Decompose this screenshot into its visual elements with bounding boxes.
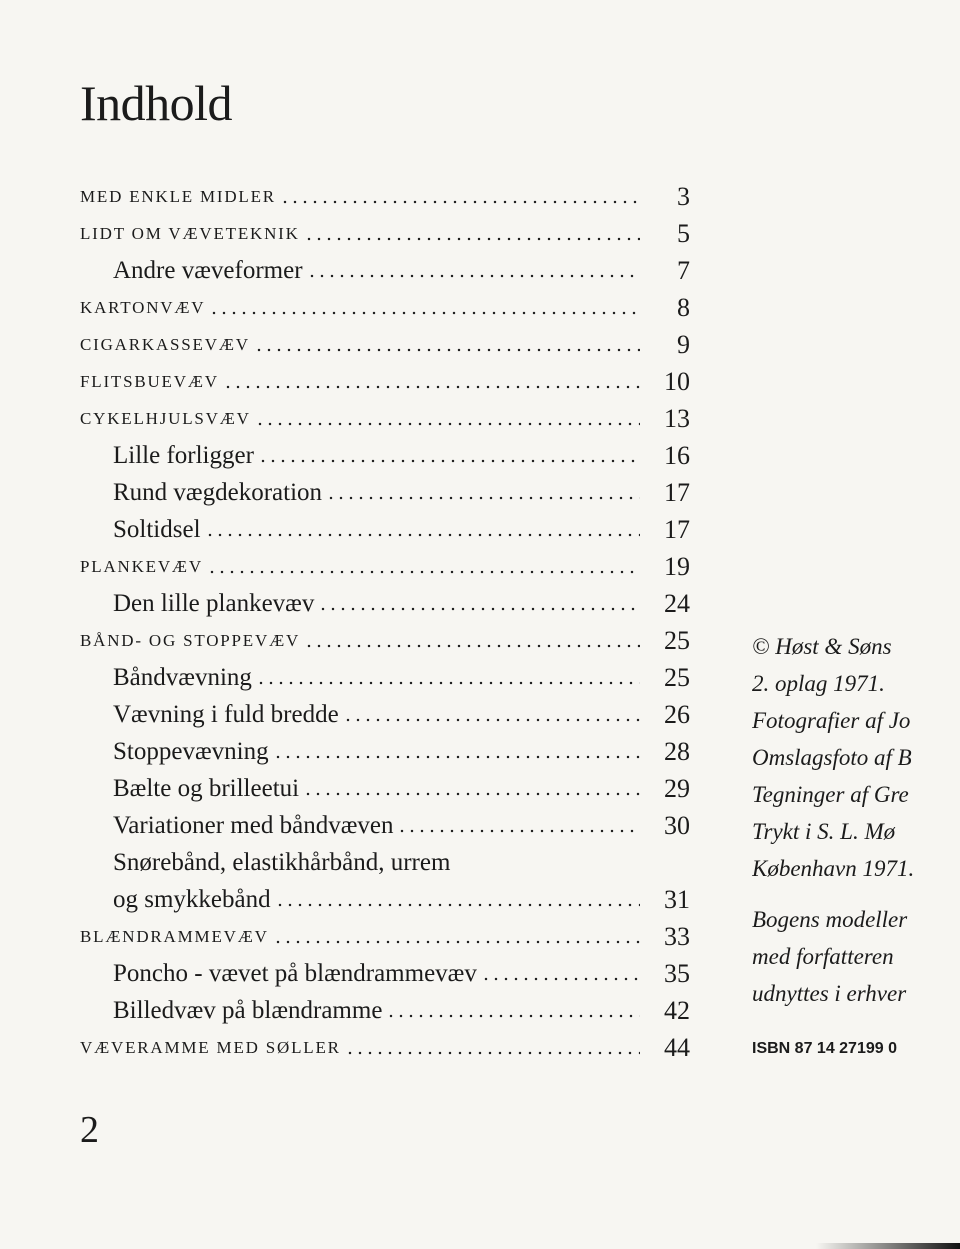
dot-leader	[223, 382, 640, 392]
toc-entry	[80, 659, 690, 696]
toc-entry	[80, 437, 690, 474]
toc-entry	[80, 955, 690, 992]
toc-entry-title: Vævning i fuld bredde	[113, 700, 339, 728]
dot-leader	[273, 752, 640, 762]
dot-leader	[303, 789, 640, 799]
toc-entry-title: og smykkebånd	[113, 885, 271, 913]
toc-entry-title: Billedvæv på blændramme	[113, 996, 383, 1024]
toc-entry	[80, 807, 690, 844]
toc-entry-page: 16	[664, 440, 690, 470]
isbn: ISBN 87 14 27199 0	[752, 1040, 897, 1057]
dot-leader	[326, 493, 640, 503]
toc-entry-page: 3	[677, 181, 690, 211]
toc-entry-title: Den lille plankevæv	[113, 589, 315, 617]
toc-entry-title: PLANKEVÆV	[80, 556, 203, 576]
toc-entry-page: 10	[664, 366, 690, 396]
dot-leader	[304, 234, 640, 244]
rights-line: udnyttes i erhver	[752, 981, 907, 1006]
toc-entry-title: KARTONVÆV	[80, 297, 206, 317]
toc-entry	[80, 881, 690, 918]
toc-entry	[80, 585, 690, 622]
dot-leader	[386, 1011, 640, 1021]
toc-entry-page: 9	[677, 329, 690, 359]
toc-entry-page: 33	[664, 921, 690, 951]
toc-entry-title: Stoppevævning	[113, 737, 269, 765]
toc-entry-title: LIDT OM VÆVETEKNIK	[80, 223, 300, 243]
toc-entry	[80, 733, 690, 770]
colophon-line: Tegninger af Gre	[752, 782, 909, 807]
toc-entry	[80, 363, 690, 400]
toc-entry-title: VÆVERAMME MED SØLLER	[80, 1037, 341, 1057]
toc-entry-page: 42	[664, 995, 690, 1025]
toc-entry	[80, 400, 690, 437]
toc-entry	[80, 474, 690, 511]
toc-entry-page: 44	[664, 1032, 690, 1062]
toc-entry-title: Soltidsel	[113, 515, 201, 543]
toc-entry-title: Andre væveformer	[113, 256, 303, 284]
dot-leader	[275, 900, 640, 910]
dot-leader	[345, 1048, 640, 1058]
toc-entry-title: CIGARKASSEVÆV	[80, 334, 250, 354]
toc-entry	[80, 1029, 690, 1066]
toc-entry	[80, 326, 690, 363]
toc-entry-page: 30	[664, 810, 690, 840]
dot-leader	[481, 974, 640, 984]
toc-entry-title: Variationer med båndvæven	[113, 811, 394, 839]
toc-entry	[80, 844, 690, 881]
toc-entry	[80, 289, 690, 326]
colophon-line: Omslagsfoto af B	[752, 745, 912, 770]
toc-entry-page: 35	[664, 958, 690, 988]
dot-leader	[318, 604, 640, 614]
toc-entry-page: 28	[664, 736, 690, 766]
colophon-line: © Høst & Søns	[752, 634, 892, 659]
toc-entry	[80, 548, 690, 585]
colophon-line: Trykt i S. L. Mø	[752, 819, 896, 844]
toc-entry-title: Bælte og brilleetui	[113, 774, 300, 802]
toc-entry-title: Snørebånd, elastikhårbånd, urrem	[113, 848, 451, 876]
toc-entry	[80, 992, 690, 1029]
toc-entry-title: BÅND- OG STOPPEVÆV	[80, 630, 301, 650]
toc-entry	[80, 511, 690, 548]
dot-leader	[258, 456, 640, 466]
dot-leader	[207, 567, 640, 577]
toc-entry-page: 25	[664, 662, 690, 692]
toc-entry	[80, 252, 690, 289]
toc-entry-page: 29	[664, 773, 690, 803]
dot-leader	[256, 678, 640, 688]
dot-leader	[397, 826, 640, 836]
toc-entry-page: 8	[677, 292, 690, 322]
dot-leader	[205, 530, 640, 540]
toc-entry-page: 13	[664, 403, 690, 433]
toc-entry-title: Lille forligger	[113, 441, 254, 469]
bleed-through-decoration	[288, 18, 349, 194]
page-title: Indhold	[80, 75, 233, 131]
page-edge-shadow	[0, 1243, 960, 1249]
dot-leader	[343, 715, 640, 725]
toc-entry-page: 5	[677, 218, 690, 248]
dot-leader	[254, 345, 640, 355]
dot-leader	[280, 197, 640, 207]
toc-entry-page: 17	[664, 514, 690, 544]
toc-entry-title: MED ENKLE MIDLER	[80, 186, 276, 206]
colophon-line: 2. oplag 1971.	[752, 671, 885, 696]
toc-entry	[80, 178, 690, 215]
toc-entry	[80, 918, 690, 955]
colophon-line: København 1971.	[752, 856, 915, 881]
page-number: 2	[80, 1109, 99, 1151]
rights-line: Bogens modeller	[752, 907, 908, 932]
toc-entry-page: 24	[664, 588, 690, 618]
dot-leader	[255, 419, 640, 429]
toc-entry-title: CYKELHJULSVÆV	[80, 408, 251, 428]
toc-entry-title: Båndvævning	[113, 663, 252, 691]
toc-entry	[80, 215, 690, 252]
dot-leader	[307, 271, 640, 281]
colophon-line: Fotografier af Jo	[752, 708, 911, 733]
toc-entry-page: 19	[664, 551, 690, 581]
toc-entry-title: Rund vægdekoration	[113, 478, 323, 506]
toc-entry-page: 25	[664, 625, 690, 655]
dot-leader	[304, 641, 640, 651]
colophon	[752, 628, 960, 1012]
toc-entry-title: Poncho - vævet på blændrammevæv	[113, 959, 477, 987]
toc-entry-page: 26	[664, 699, 690, 729]
dot-leader	[209, 308, 640, 318]
rights-line: med forfatteren	[752, 944, 894, 969]
toc-entry-page: 7	[677, 255, 690, 285]
toc-entry-title: FLITSBUEVÆV	[80, 371, 219, 391]
table-of-contents	[80, 178, 690, 1066]
toc-entry	[80, 622, 690, 659]
toc-entry	[80, 770, 690, 807]
toc-entry	[80, 696, 690, 733]
toc-entry-page: 17	[664, 477, 690, 507]
dot-leader	[273, 937, 640, 947]
toc-entry-title: BLÆNDRAMMEVÆV	[80, 926, 269, 946]
toc-entry-page: 31	[664, 884, 690, 914]
